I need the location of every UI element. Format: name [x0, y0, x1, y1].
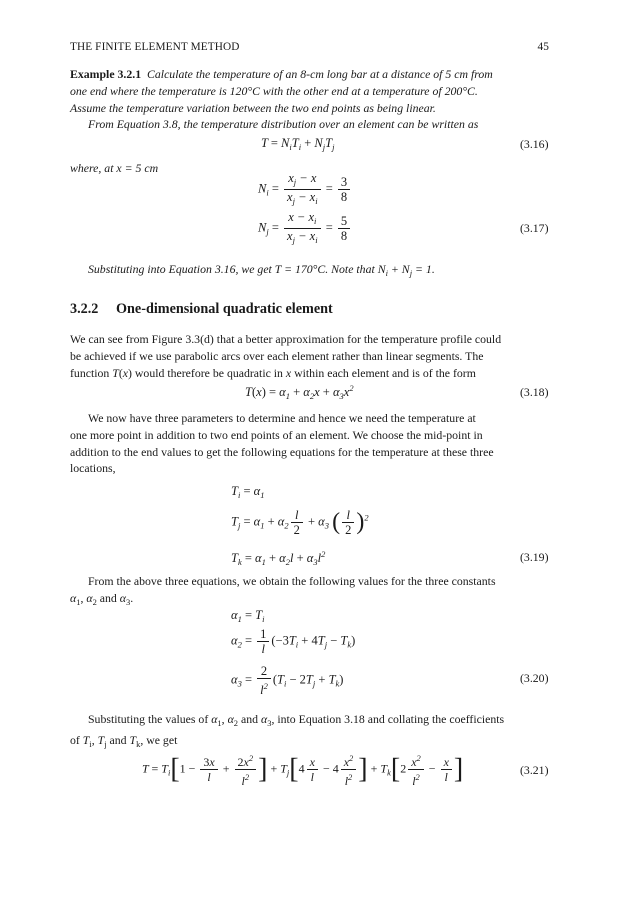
equation-t-j: $T_j = \alpha_1 + \alpha_2$ $\frac{l}{2}$ + $\alpha_3$ ( $\frac{l}{2}$ )$^2$ [231, 508, 369, 537]
eq-number-3-20: (3.20) [520, 671, 549, 685]
example-label: Example 3.2.1 [70, 67, 142, 81]
para2-line-1: We now have three parameters to determine and hence we need the temperature at [88, 411, 476, 425]
para2-line-2: one more point in addition to two end points of an element. We choose the mid-point in [70, 427, 483, 442]
equation-n-i: $N_i$ = $\frac{x_j - x}{x_j - x_i}$ = $\frac{3}{8}$ [258, 171, 352, 208]
equation-3-16: $T = N_iT_i + N_jT_j$ [261, 136, 335, 152]
eq-number-3-19: (3.19) [520, 550, 549, 564]
equation-3-18: $T(x) = \alpha_1 + \alpha_2x + \alpha_3x^2$ [245, 383, 354, 401]
equation-t-k: $T_k = \alpha_1 + \alpha_2l + \alpha_3l^2$ [231, 549, 326, 567]
para4-line-2a: of [70, 732, 80, 747]
example-line-3: Assume the temperature variation between the two end points as being linear. [70, 100, 436, 115]
paragraph-1: We can see from Figure 3.3(d) that a better approximation for the temperature profile could be achieved if we use parabolic arcs over each element rather than linear segments. The function T(x) would therefore be quadratic in x within each element and is of the form [70, 331, 549, 381]
running-head-title: THE FINITE ELEMENT METHOD [70, 41, 240, 53]
section-number: 3.2.2 [70, 301, 99, 317]
para1-line-3c: within each element and is of the form [291, 365, 476, 380]
eq-number-3-21: (3.21) [520, 763, 549, 777]
page-number: 45 [537, 41, 549, 53]
equation-alpha-1: $\alpha_1 = T_i$ [231, 608, 265, 624]
equation-t-i: $T_i = \alpha_1$ [231, 484, 265, 500]
equation-3-21: $T = T_i[1$ − $\frac{3x}{l}$ + $\frac{2x^2}{l^2}$ ] + $T_j[4$ $\frac{x}{l}$ − 4 $\frac{x^2}{l^2}$ ] + $T_k[2$ $\frac{x^2}{l^2}$ − $\frac{x}{l}$ ] [142, 753, 464, 788]
para4-line-1c: , into Equation 3.18 and collating the coefficients [271, 712, 505, 726]
para1-line-2: be achieved if we use parabolic arcs over each element rather than linear segments. The [70, 348, 484, 363]
paragraph-3: From the above three equations, we obtain the following values for the three constants $\alpha_1$, $\alpha_2$ and $\alpha_3$. [70, 573, 549, 611]
example-line-2: one end where the temperature is 120°C with the other end at a temperature of 200°C. [70, 83, 478, 98]
substitute-end: = 1. [415, 262, 435, 276]
paragraph-4: Substituting the values of $\alpha_1$, $\alpha_2$ and $\alpha_3$, into Equation 3.18 and collating the coefficients of $T_i$, $T_j$ and $T_k$, we get [70, 712, 505, 749]
para3-line-1: From the above three equations, we obtain the following values for the three constants [88, 574, 496, 588]
para1-line-3b: would therefore be quadratic in [131, 365, 286, 380]
para4-line-2b: and [109, 732, 127, 747]
para4-line-1b: and [240, 712, 259, 726]
equation-alpha-2: $\alpha_2$ = $\frac{1}{l}$ $(-3T_i + 4T_j - T_k)$ [231, 627, 356, 656]
running-head [70, 41, 549, 57]
eq-number-3-16: (3.16) [520, 137, 549, 151]
example-block [70, 66, 549, 133]
substitute-line: Substituting into Equation 3.16, we get T = 170°C. Note that $N_i + N_j = 1$. [88, 262, 435, 278]
paragraph-2 [70, 410, 549, 477]
where-line: where, at x = 5 cm [70, 161, 159, 175]
eq-number-3-18: (3.18) [520, 385, 549, 399]
para4-line-1a: Substituting the values of [88, 712, 209, 726]
eq-number-3-17: (3.17) [520, 221, 549, 235]
para4-line-2c: , we get [140, 732, 178, 747]
substitute-text: Substituting into Equation 3.16, we get T = 170°C. Note that N [88, 262, 386, 276]
section-title: One-dimensional quadratic element [116, 301, 333, 317]
para1-line-3a: function [70, 365, 113, 380]
example-line-4: From Equation 3.8, the temperature distribution over an element can be written as [88, 117, 479, 132]
para1-line-1: We can see from Figure 3.3(d) that a better approximation for the temperature profile could [70, 332, 502, 346]
equation-n-j: $N_j$ = $\frac{x - x_i}{x_j - x_i}$ = $\frac{5}{8}$ [258, 210, 352, 247]
para3-and: and [99, 590, 117, 605]
para2-line-4: locations, [70, 461, 116, 476]
para2-line-3: addition to the end values to get the following equations for the temperature at these three [70, 444, 494, 459]
equation-alpha-3: $\alpha_3$ = $\frac{2}{l^2}$ $(T_i - 2T_j + T_k)$ [231, 664, 344, 697]
section-heading [70, 301, 333, 318]
example-line-1: Calculate the temperature of an 8-cm long bar at a distance of 5 cm from [147, 67, 493, 81]
